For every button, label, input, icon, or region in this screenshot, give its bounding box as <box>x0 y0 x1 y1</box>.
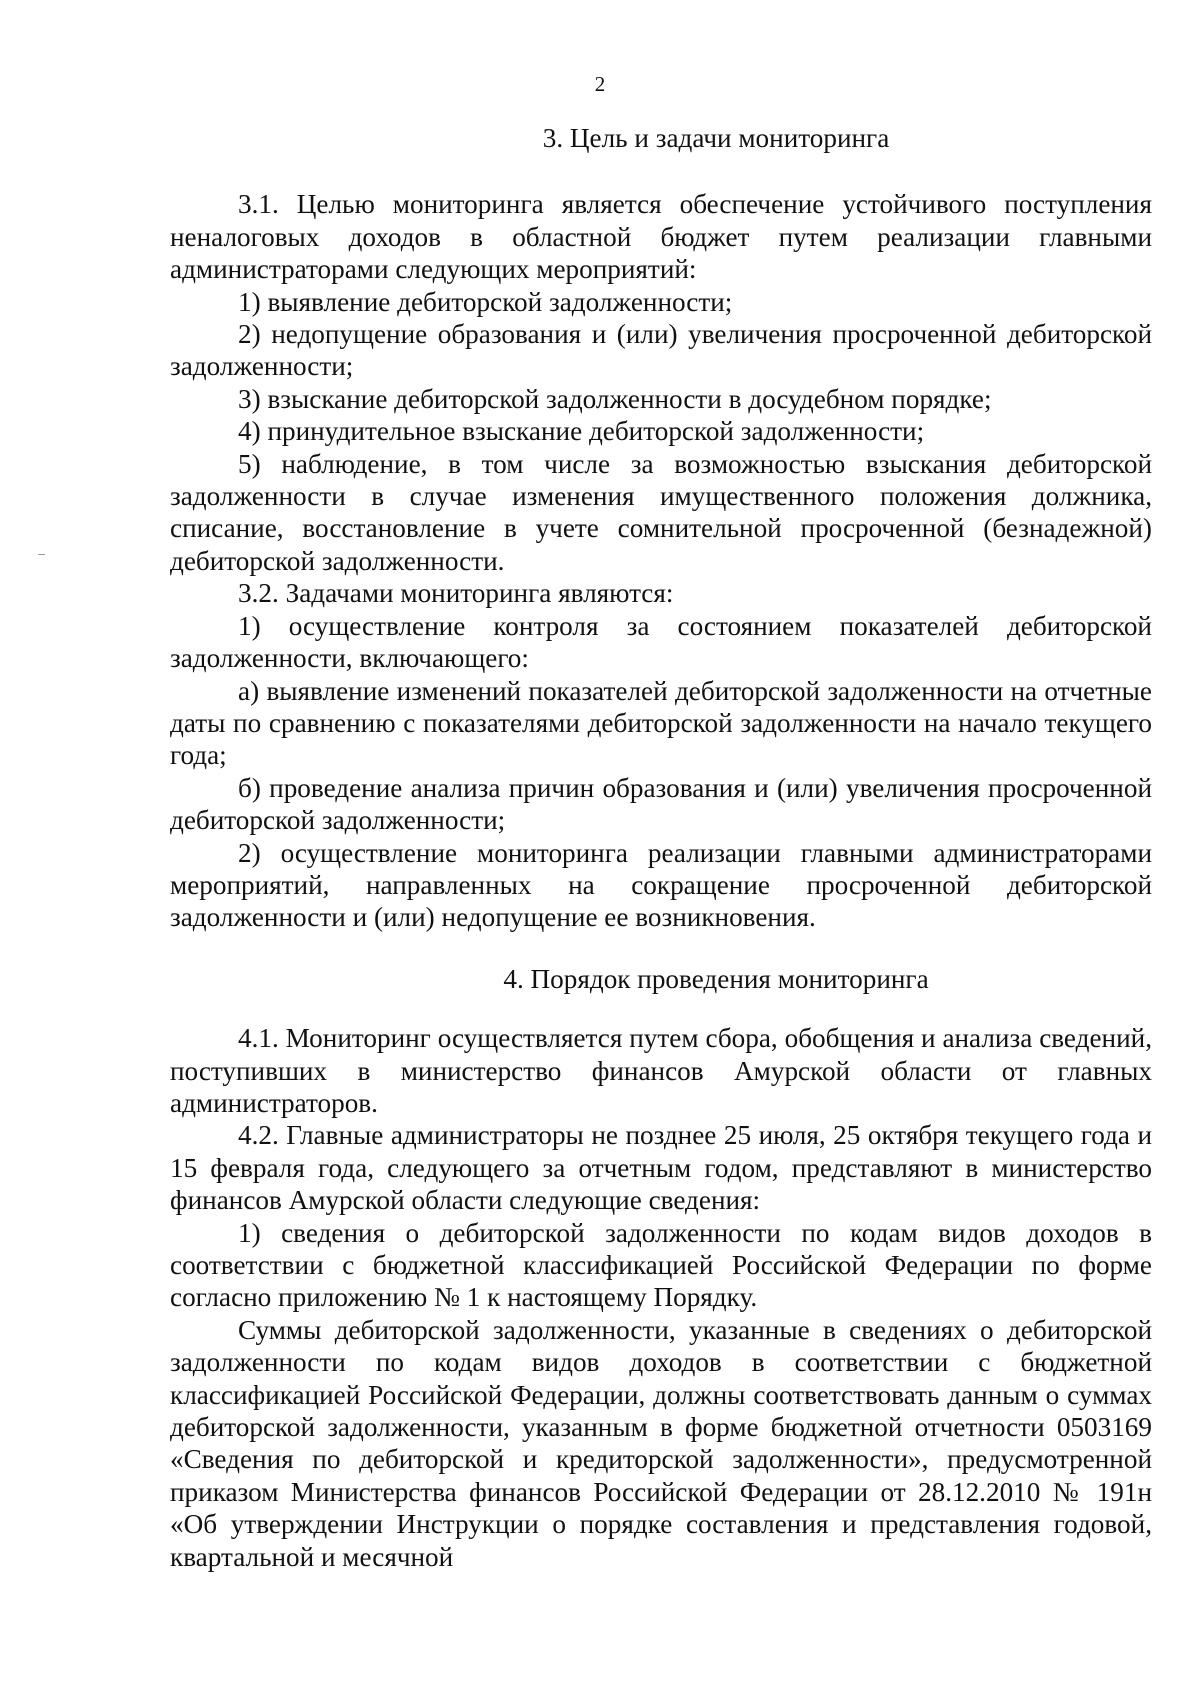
list-item-3-2-1-a: а) выявление изменений показателей дебиторской задолженности на отчетные даты по сравнению с показателями дебиторской задолженности на начало текущего года; <box>170 675 1152 771</box>
paragraph-4-2: 4.2. Главные администраторы не позднее 25 июля, 25 октября текущего года и 15 февраля года, следующего за отчетным годом, представляют в министерство финансов Амурской области следующие сведения: <box>170 1120 1152 1216</box>
list-item-3-2-2: 2) осуществление мониторинга реализации главными администраторами мероприятий, направленных на сокращение просроченной дебиторской задолженности и (или) недопущение ее возникновения. <box>170 837 1152 933</box>
page-number: 2 <box>594 72 606 96</box>
section-3-content <box>170 188 1152 933</box>
section-3-heading: 3. Цель и задачи мониторинга <box>542 123 890 153</box>
list-item-3-2-1-b: б) проведение анализа причин образования и (или) увеличения просроченной дебиторской задолженности; <box>170 772 1152 836</box>
paragraph-sums-note: Суммы дебиторской задолженности, указанные в сведениях о дебиторской задолженности по кодам видов доходов в соответствии с бюджетной классификацией Российской Федерации, должны соответствовать данным о суммах дебиторской задолженности, указанным в форме бюджетной отчетности 0503169 «Сведения по дебиторской и кредиторской задолженности», предусмотренной приказом Министерства финансов Российской Федерации от 28.12.2010 № 191н «Об утверждении Инструкции о порядке составления и представления годовой, квартальной и месячной <box>170 1314 1152 1572</box>
paragraph-3-1: 3.1. Целью мониторинга является обеспечение устойчивого поступления неналоговых доходов в областной бюджет путем реализации главными администраторами следующих мероприятий: <box>170 189 1152 285</box>
section-4-content <box>170 1022 1152 1573</box>
list-item-3-1-5: 5) наблюдение, в том числе за возможностью взыскания дебиторской задолженности в случае изменения имущественного положения должника, списание, восстановление в учете сомнительной просроченной (безнадежной) дебиторской задолженности. <box>170 448 1152 576</box>
document-body <box>170 122 1152 1573</box>
list-item-3-1-1: 1) выявление дебиторской задолженности; <box>238 286 733 317</box>
list-item-3-1-4: 4) принудительное взыскание дебиторской задолженности; <box>238 416 925 447</box>
list-item-3-1-2: 2) недопущение образования и (или) увеличения просроченной дебиторской задолженности; <box>170 319 1152 382</box>
list-item-3-1-3: 3) взыскание дебиторской задолженности в досудебном порядке; <box>238 383 992 414</box>
list-item-4-2-1: 1) сведения о дебиторской задолженности по кодам видов доходов в соответствии с бюджетной классификацией Российской Федерации по форме согласно приложению № 1 к настоящему Порядку. <box>170 1217 1152 1313</box>
section-4-heading: 4. Порядок проведения мониторинга <box>503 963 929 994</box>
paragraph-3-2: 3.2. Задачами мониторинга являются: <box>238 578 674 609</box>
paragraph-4-1: 4.1. Мониторинг осуществляется путем сбора, обобщения и анализа сведений, поступивших в министерство финансов Амурской области от главных администраторов. <box>170 1023 1152 1118</box>
scan-edge-mark <box>38 554 45 555</box>
list-item-3-2-1: 1) осуществление контроля за состоянием показателей дебиторской задолженности, включающего: <box>170 610 1152 674</box>
